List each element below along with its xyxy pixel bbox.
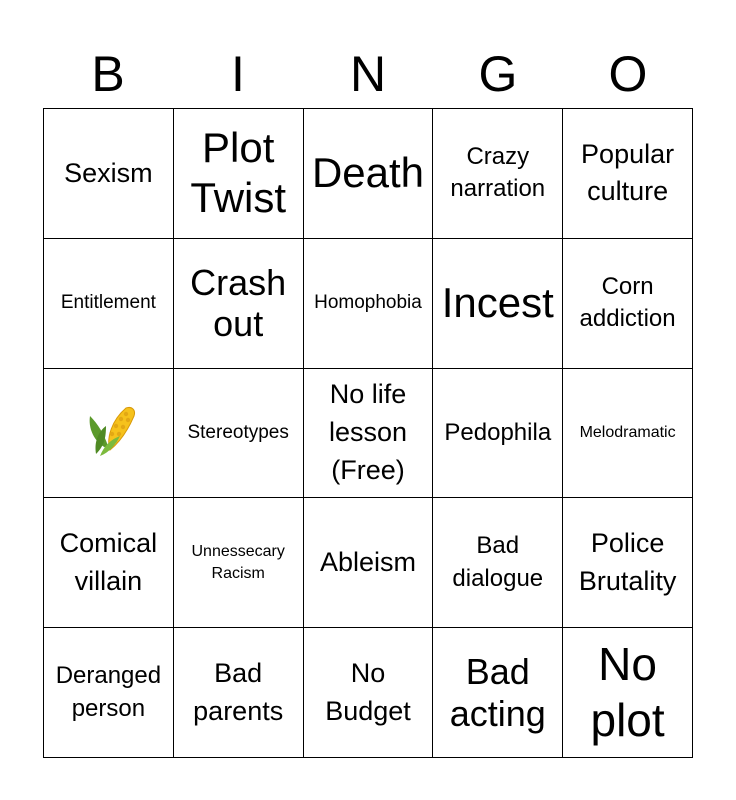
bingo-cell[interactable] bbox=[44, 239, 174, 369]
bingo-cell[interactable] bbox=[563, 109, 693, 239]
bingo-cell-label: Incest bbox=[441, 279, 554, 326]
bingo-cell-label: No plot bbox=[590, 638, 665, 746]
bingo-cell[interactable] bbox=[174, 498, 304, 628]
bingo-cell-label: Popular culture bbox=[581, 138, 675, 207]
bingo-cell[interactable] bbox=[304, 498, 434, 628]
bingo-cell-label: Entitlement bbox=[60, 291, 156, 313]
bingo-cell[interactable] bbox=[433, 239, 563, 369]
bingo-cell[interactable] bbox=[44, 628, 174, 758]
bingo-cell-label: Bad dialogue bbox=[452, 532, 544, 592]
bingo-cell-label: Unnessecary Racism bbox=[191, 543, 285, 582]
bingo-cell[interactable] bbox=[174, 109, 304, 239]
header-letter-b: B bbox=[91, 46, 125, 102]
bingo-cell-label: Crazy narration bbox=[450, 143, 546, 203]
bingo-cell[interactable] bbox=[304, 369, 434, 499]
bingo-cell-label: Stereotypes bbox=[187, 421, 289, 443]
header-letter-o: O bbox=[608, 46, 648, 102]
bingo-cell-label: Death bbox=[311, 149, 425, 197]
corn-icon bbox=[76, 398, 140, 467]
bingo-cell[interactable] bbox=[433, 498, 563, 628]
bingo-cell[interactable] bbox=[304, 628, 434, 758]
bingo-cell[interactable] bbox=[44, 369, 174, 499]
header-letter-n: N bbox=[349, 46, 387, 102]
bingo-cell-label: Ableism bbox=[319, 546, 416, 577]
bingo-cell-label: Comical villain bbox=[59, 527, 158, 596]
bingo-cell[interactable] bbox=[563, 369, 693, 499]
bingo-cell-label: Police Brutality bbox=[578, 527, 677, 596]
bingo-cell[interactable] bbox=[304, 239, 434, 369]
bingo-cell-label: Deranged person bbox=[55, 662, 162, 722]
bingo-cell[interactable] bbox=[563, 498, 693, 628]
bingo-cell-label: Crash out bbox=[190, 261, 287, 345]
bingo-cell[interactable] bbox=[563, 239, 693, 369]
bingo-cell[interactable] bbox=[433, 628, 563, 758]
bingo-cell-label: Plot Twist bbox=[190, 124, 287, 222]
header-letter-i: I bbox=[231, 46, 245, 102]
bingo-grid bbox=[43, 108, 693, 758]
bingo-cell[interactable] bbox=[44, 109, 174, 239]
bingo-cell-label: Bad parents bbox=[193, 657, 284, 726]
bingo-cell[interactable] bbox=[563, 628, 693, 758]
bingo-cell-label: Sexism bbox=[64, 157, 153, 188]
bingo-cell[interactable] bbox=[433, 369, 563, 499]
bingo-cell-label: Corn addiction bbox=[579, 272, 676, 333]
bingo-cell[interactable] bbox=[304, 109, 434, 239]
bingo-cell-label: Homophobia bbox=[314, 291, 422, 313]
bingo-cell[interactable] bbox=[44, 498, 174, 628]
bingo-cell-label: Bad acting bbox=[449, 651, 546, 734]
bingo-cell-label: No Budget bbox=[325, 657, 411, 726]
bingo-cell-label: Pedophila bbox=[444, 418, 552, 446]
bingo-header bbox=[43, 40, 693, 108]
bingo-cell[interactable] bbox=[174, 628, 304, 758]
bingo-cell[interactable] bbox=[433, 109, 563, 239]
bingo-cell-label: Melodramatic bbox=[579, 424, 676, 442]
bingo-cell[interactable] bbox=[174, 239, 304, 369]
bingo-cell-label: No life lesson (Free) bbox=[328, 379, 408, 485]
bingo-cell[interactable] bbox=[174, 369, 304, 499]
header-letter-g: G bbox=[478, 46, 518, 102]
